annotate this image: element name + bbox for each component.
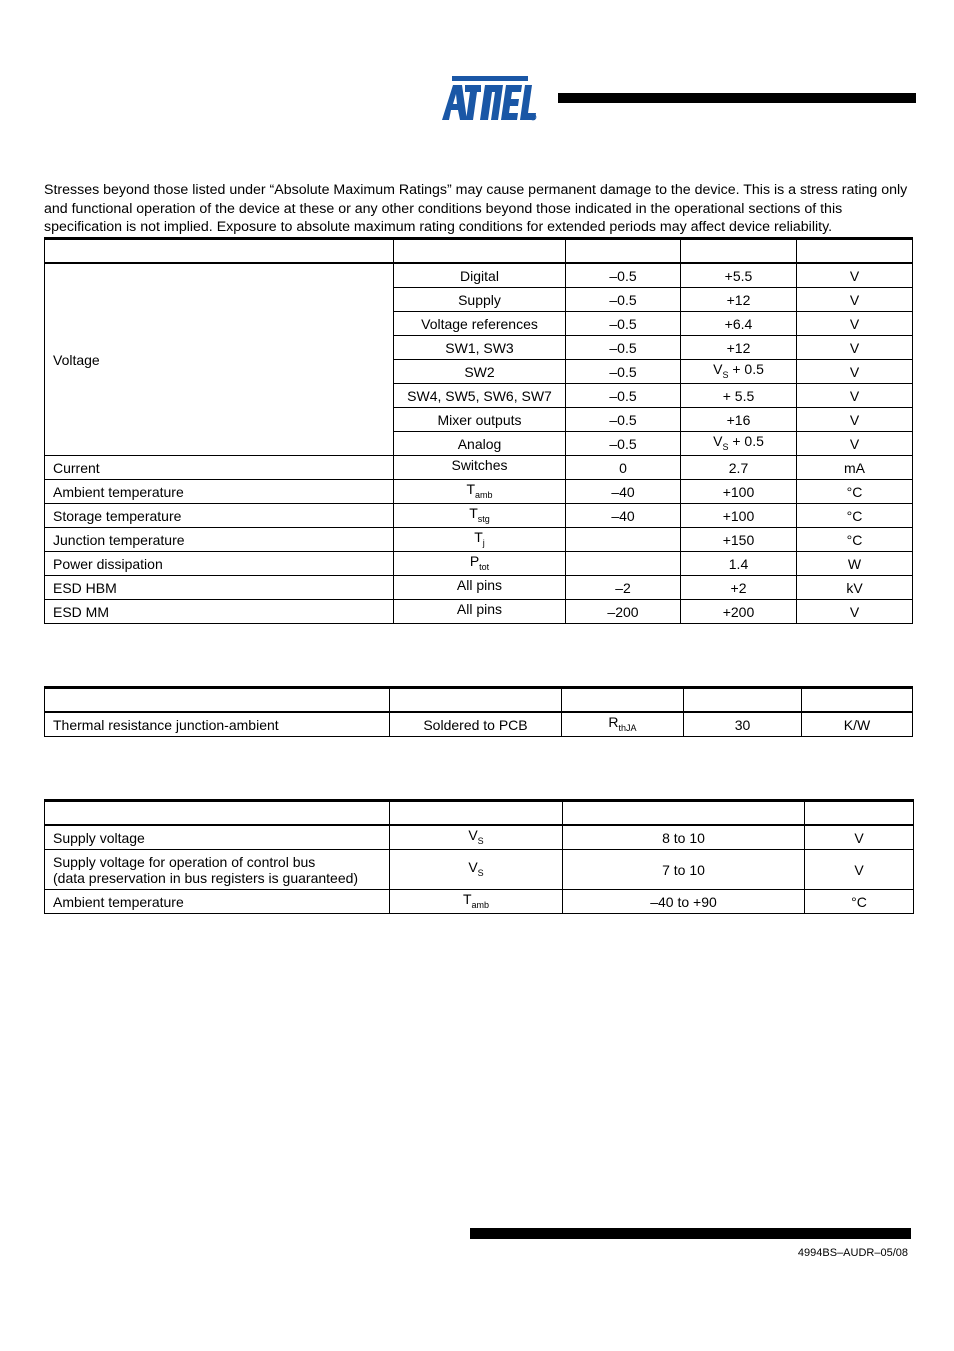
symbol: All pins xyxy=(456,600,503,617)
table-row xyxy=(45,528,913,552)
subscript: S xyxy=(722,369,729,380)
cell xyxy=(394,552,566,576)
cell: +2 xyxy=(681,576,797,600)
cell: 1.4 xyxy=(681,552,797,576)
cell: Supply voltage xyxy=(45,825,390,850)
cell: Junction temperature xyxy=(45,528,394,552)
cell: 8 to 10 xyxy=(563,825,805,850)
cell: °C xyxy=(797,528,913,552)
cell: SW4, SW5, SW6, SW7 xyxy=(394,384,566,408)
cell: V xyxy=(797,263,913,288)
cell: +100 xyxy=(681,480,797,504)
cell: +12 xyxy=(681,288,797,312)
cell: Supply xyxy=(394,288,566,312)
table-row xyxy=(45,552,913,576)
cell: –40 xyxy=(566,480,681,504)
cell: –200 xyxy=(566,600,681,624)
thermal-resistance-table xyxy=(44,686,913,737)
cell xyxy=(394,480,566,504)
cell xyxy=(390,850,563,890)
cell: –0.5 xyxy=(566,408,681,432)
cell: ESD HBM xyxy=(45,576,394,600)
table-header-row xyxy=(45,688,913,713)
symbol: V xyxy=(468,826,478,843)
cell: V xyxy=(805,850,914,890)
cell: V xyxy=(797,384,913,408)
table-row xyxy=(45,576,913,600)
atmel-logo xyxy=(440,74,538,122)
cell xyxy=(394,576,566,600)
cell: V xyxy=(797,408,913,432)
cell: Voltage references xyxy=(394,312,566,336)
cell: 7 to 10 xyxy=(563,850,805,890)
cell: V xyxy=(797,312,913,336)
cell xyxy=(394,504,566,528)
footer-rule xyxy=(470,1228,911,1239)
symbol: R xyxy=(608,713,619,730)
symbol: T xyxy=(474,528,483,545)
subscript: tot xyxy=(479,561,490,572)
cell: +12 xyxy=(681,336,797,360)
subscript: S xyxy=(477,835,484,846)
cell: –0.5 xyxy=(566,360,681,384)
cell: Digital xyxy=(394,263,566,288)
cell: SW1, SW3 xyxy=(394,336,566,360)
symbol: T xyxy=(462,890,472,907)
cell: Thermal resistance junction-ambient xyxy=(45,712,390,737)
subscript: j xyxy=(482,537,485,548)
cell: K/W xyxy=(802,712,913,737)
symbol: P xyxy=(469,552,480,569)
cell: W xyxy=(797,552,913,576)
cell xyxy=(390,825,563,850)
symbol: V xyxy=(468,858,478,875)
cell: V xyxy=(797,432,913,456)
cell xyxy=(394,456,566,480)
cell xyxy=(681,360,797,384)
table-row xyxy=(45,712,913,737)
cell: Analog xyxy=(394,432,566,456)
cell: °C xyxy=(805,890,914,914)
cell: +100 xyxy=(681,504,797,528)
cell: °C xyxy=(797,504,913,528)
cell: V xyxy=(797,336,913,360)
cell: –40 xyxy=(566,504,681,528)
absolute-max-ratings-table xyxy=(44,237,913,624)
cell: –0.5 xyxy=(566,336,681,360)
cell xyxy=(390,890,563,914)
cell: –0.5 xyxy=(566,432,681,456)
cell: °C xyxy=(797,480,913,504)
cell: Storage temperature xyxy=(45,504,394,528)
symbol: Switches xyxy=(451,456,508,473)
cell: +16 xyxy=(681,408,797,432)
cell: V xyxy=(797,360,913,384)
cell: SW2 xyxy=(394,360,566,384)
table-header-row xyxy=(45,801,914,826)
table-row xyxy=(45,456,913,480)
document-number: 4994BS–AUDR–05/08 xyxy=(797,1247,908,1259)
table-row xyxy=(45,480,913,504)
cell xyxy=(562,712,684,737)
cell: ESD MM xyxy=(45,600,394,624)
cell: +6.4 xyxy=(681,312,797,336)
cell: Ambient temperature xyxy=(45,890,390,914)
symbol: T xyxy=(469,504,478,521)
symbol-rest: + 0.5 xyxy=(728,360,764,377)
voltage-label: Voltage xyxy=(45,263,394,456)
param-line-2: (data preservation in bus registers is guaranteed) xyxy=(53,869,359,886)
cell: Current xyxy=(45,456,394,480)
table-row xyxy=(45,850,914,890)
symbol: All pins xyxy=(456,576,503,593)
cell: Power dissipation xyxy=(45,552,394,576)
table-row xyxy=(45,504,913,528)
cell: Ambient temperature xyxy=(45,480,394,504)
subscript: amb xyxy=(475,489,493,500)
cell: 0 xyxy=(566,456,681,480)
cell: +150 xyxy=(681,528,797,552)
subscript: stg xyxy=(477,513,490,524)
stress-disclaimer: Stresses beyond those listed under “Absolute Maximum Ratings” may cause permanent damage to the device. This is a stress rating only and functional operation of the device at these or any other conditions beyond those indicated in the operational sections of this specification is not implied. Exposure to absolute maximum rating conditions for extended periods may affect device reliability. xyxy=(44,182,908,235)
subscript: thJA xyxy=(618,722,637,733)
cell xyxy=(394,528,566,552)
table-row xyxy=(45,263,913,288)
table-row xyxy=(45,890,914,914)
cell: –0.5 xyxy=(566,312,681,336)
svg-text:R: R xyxy=(531,114,535,120)
operating-range-table xyxy=(44,799,914,914)
cell: –0.5 xyxy=(566,384,681,408)
cell: + 5.5 xyxy=(681,384,797,408)
param-line-1: Supply voltage for operation of control bus xyxy=(53,853,316,870)
cell: +5.5 xyxy=(681,263,797,288)
cell: –2 xyxy=(566,576,681,600)
cell: Mixer outputs xyxy=(394,408,566,432)
cell: kV xyxy=(797,576,913,600)
cell: 30 xyxy=(684,712,802,737)
cell: V xyxy=(797,288,913,312)
cell xyxy=(45,850,390,890)
cell: mA xyxy=(797,456,913,480)
cell: 2.7 xyxy=(681,456,797,480)
cell: V xyxy=(805,825,914,850)
subscript: S xyxy=(477,867,484,878)
symbol: V xyxy=(713,360,723,377)
table-header-row xyxy=(45,239,913,264)
header-rule xyxy=(558,93,916,103)
cell: Soldered to PCB xyxy=(390,712,562,737)
cell: –0.5 xyxy=(566,263,681,288)
cell xyxy=(566,552,681,576)
table-row xyxy=(45,825,914,850)
symbol-rest: + 0.5 xyxy=(728,432,764,449)
symbol: T xyxy=(466,480,476,497)
cell xyxy=(681,432,797,456)
subscript: amb xyxy=(471,899,490,910)
cell xyxy=(394,600,566,624)
cell: +200 xyxy=(681,600,797,624)
cell: V xyxy=(797,600,913,624)
subscript: S xyxy=(722,441,729,452)
table-row xyxy=(45,600,913,624)
cell xyxy=(566,528,681,552)
cell: –40 to +90 xyxy=(563,890,805,914)
cell: –0.5 xyxy=(566,288,681,312)
symbol: V xyxy=(713,432,723,449)
